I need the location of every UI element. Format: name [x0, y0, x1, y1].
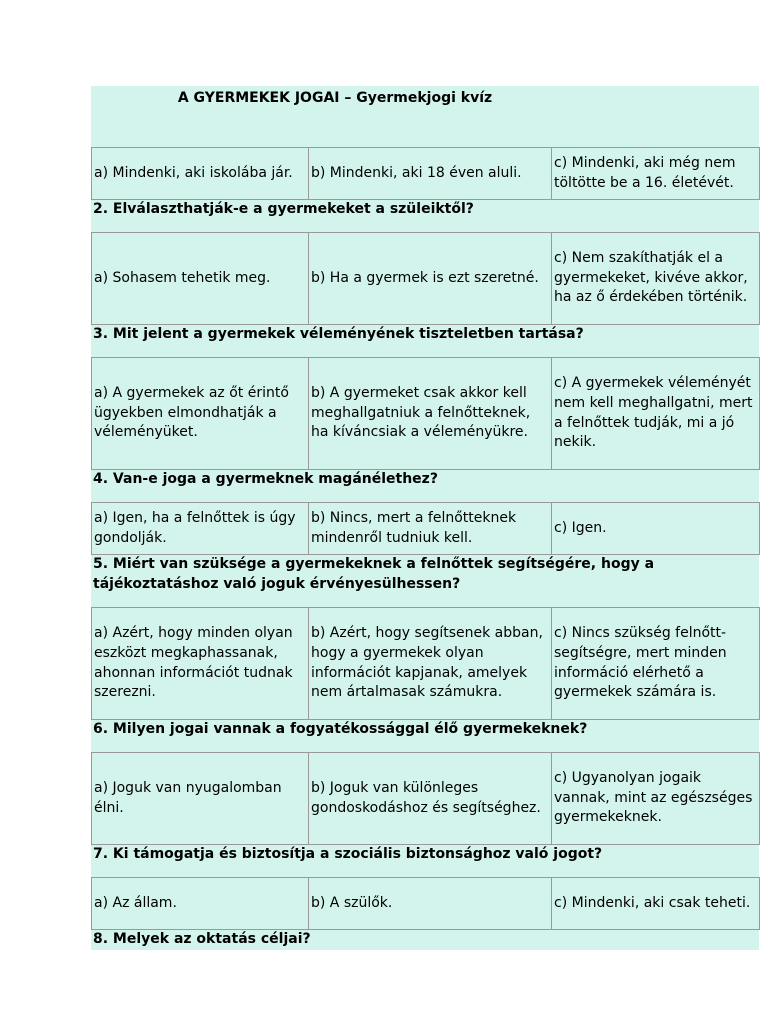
options-row — [92, 608, 760, 720]
options-row — [92, 358, 760, 470]
option-c: c) Nincs szükség felnőtt-segítségre, mert minden információ elérhető a gyermekek számára is. — [552, 608, 760, 720]
options-row — [92, 148, 760, 200]
options-table-4 — [91, 502, 760, 555]
option-c: c) Igen. — [552, 503, 760, 555]
question-4: 4. Van-e joga a gyermeknek magánélethez? — [91, 470, 759, 502]
options-table-3 — [91, 357, 760, 470]
option-c: c) Nem szakíthatják el a gyermekeket, kivéve akkor, ha az ő érdekében történik. — [552, 233, 760, 325]
options-table-2 — [91, 232, 760, 325]
question-5: 5. Miért van szüksége a gyermekeknek a felnőttek segítségére, hogy a tájékoztatáshoz való joguk érvényesülhessen? — [91, 555, 759, 607]
option-b: b) Ha a gyermek is ezt szeretné. — [309, 233, 552, 325]
question-8: 8. Melyek az oktatás céljai? — [91, 930, 759, 950]
options-table-6 — [91, 752, 760, 845]
option-c: c) Ugyanolyan jogaik vannak, mint az egészséges gyermekeknek. — [552, 753, 760, 845]
option-b: b) Mindenki, aki 18 éven aluli. — [309, 148, 552, 200]
question-3: 3. Mit jelent a gyermekek véleményének tiszteletben tartása? — [91, 325, 759, 357]
option-a: a) Igen, ha a felnőttek is úgy gondolják. — [92, 503, 309, 555]
option-b: b) A gyermeket csak akkor kell meghallgatniuk a felnőtteknek, ha kíváncsiak a véleményükre. — [309, 358, 552, 470]
option-c: c) Mindenki, aki még nem töltötte be a 16. életévét. — [552, 148, 760, 200]
option-a: a) Az állam. — [92, 878, 309, 930]
options-row — [92, 503, 760, 555]
option-c: c) A gyermekek véleményét nem kell meghallgatni, mert a felnőttek tudják, mi a jó nekik. — [552, 358, 760, 470]
option-b: b) Joguk van különleges gondoskodáshoz és segítséghez. — [309, 753, 552, 845]
question-7: 7. Ki támogatja és biztosítja a szociális biztonsághoz való jogot? — [91, 845, 759, 877]
option-c: c) Mindenki, aki csak teheti. — [552, 878, 760, 930]
option-a: a) Azért, hogy minden olyan eszközt megkaphassanak, ahonnan információt tudnak szerezni. — [92, 608, 309, 720]
title-row — [91, 86, 759, 147]
options-row — [92, 878, 760, 930]
options-table-5 — [91, 607, 760, 720]
quiz-blocks — [91, 147, 759, 950]
question-6: 6. Milyen jogai vannak a fogyatékossággal élő gyermekeknek? — [91, 720, 759, 752]
options-table-7 — [91, 877, 760, 930]
options-row — [92, 233, 760, 325]
option-b: b) A szülők. — [309, 878, 552, 930]
option-b: b) Azért, hogy segítsenek abban, hogy a gyermekek olyan információt kapjanak, amelyek nem ártalmasak számukra. — [309, 608, 552, 720]
options-table-1 — [91, 147, 760, 200]
option-a: a) A gyermekek az őt érintő ügyekben elmondhatják a véleményüket. — [92, 358, 309, 470]
quiz-document — [91, 86, 759, 950]
options-row — [92, 753, 760, 845]
document-title: A GYERMEKEK JOGAI – Gyermekjogi kvíz — [177, 90, 493, 106]
question-2: 2. Elválaszthatják-e a gyermekeket a szüleiktől? — [91, 200, 759, 232]
option-a: a) Sohasem tehetik meg. — [92, 233, 309, 325]
option-a: a) Mindenki, aki iskolába jár. — [92, 148, 309, 200]
option-a: a) Joguk van nyugalomban élni. — [92, 753, 309, 845]
option-b: b) Nincs, mert a felnőtteknek mindenről tudniuk kell. — [309, 503, 552, 555]
